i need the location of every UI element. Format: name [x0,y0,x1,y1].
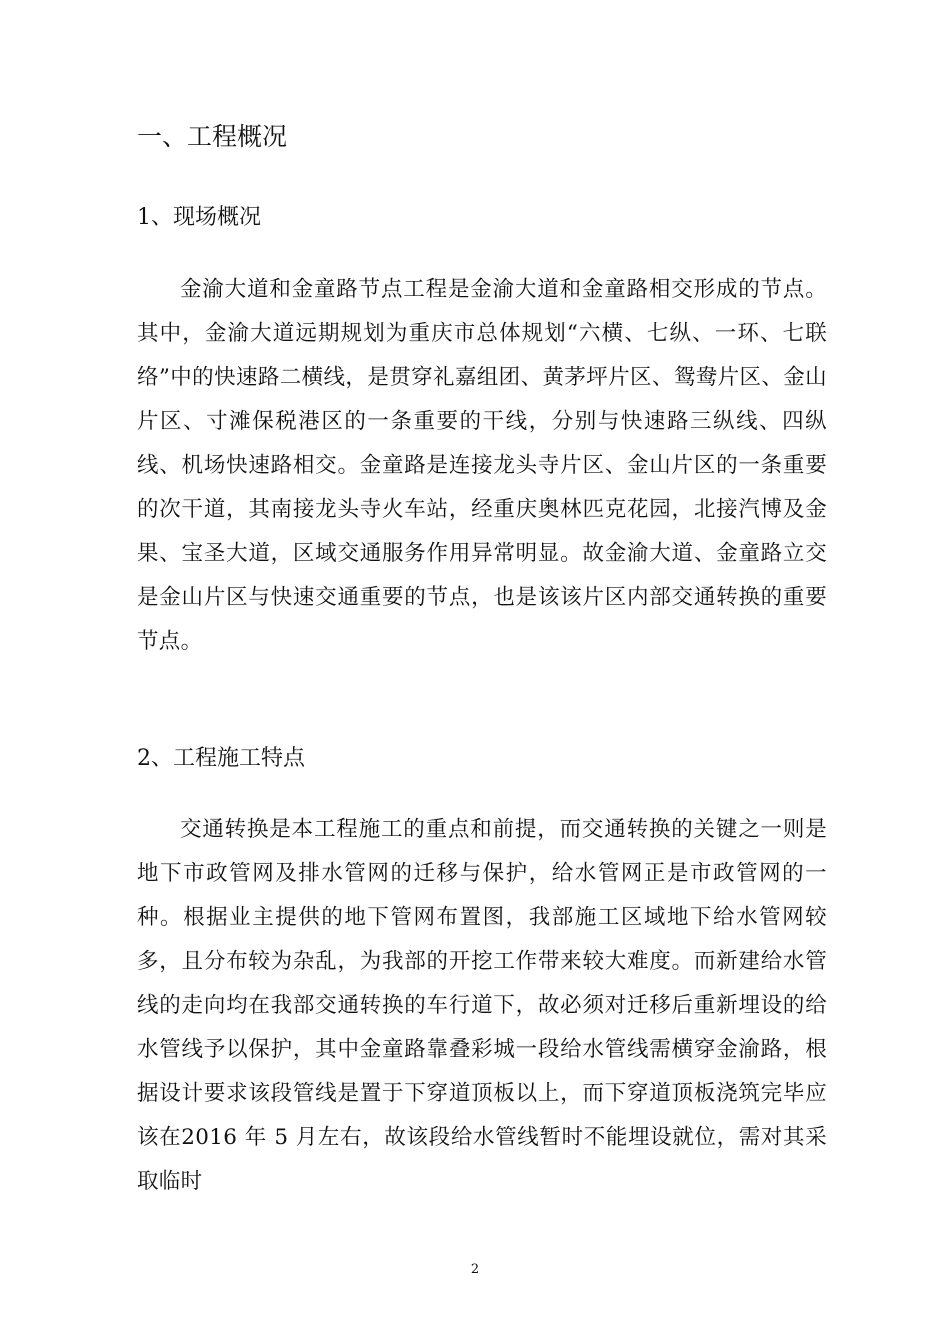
subsection-heading-site-overview: 1、现场概况 [137,205,261,230]
subsection-heading-construction-features: 2、工程施工特点 [137,746,305,771]
page-number: 2 [470,1262,480,1277]
paragraph-construction-features: 交通转换是本工程施工的重点和前提，而交通转换的关键之一则是地下市政管网及排水管网的迁移与保护，给水管网正是市政管网的一种。根据业主提供的地下管网布置图，我部施工区域地下给水管网较多，且分布较为杂乱，为我部的开挖工作带来较大难度。而新建给水管线的走向均在我部交通转换的车行道下，故必须对迁移后重新埋设的给水管线予以保护，其中金童路靠叠彩城一段给水管线需横穿金渝路，根据设计要求该段管线是置于下穿道顶板以上，而下穿道顶板浇筑完毕应该在2016 年 5 月左右，故该段给水管线暂时不能埋设就位，需对其采取临时 [137,817,827,1194]
section-title: 一、工程概况 [137,122,288,151]
paragraph-site-overview: 金渝大道和金童路节点工程是金渝大道和金童路相交形成的节点。其中，金渝大道远期规划为重庆市总体规划“六横、七纵、一环、七联络”中的快速路二横线，是贯穿礼嘉组团、黄茅坪片区、鸳鸯片区、金山片区、寸滩保税港区的一条重要的干线，分别与快速路三纵线、四纵线、机场快速路相交。金童路是连接龙头寺片区、金山片区的一条重要的次干道，其南接龙头寺火车站，经重庆奥林匹克花园，北接汽博及金果、宝圣大道，区域交通服务作用异常明显。故金渝大道、金童路立交是金山片区与快速交通重要的节点，也是该该片区内部交通转换的重要节点。 [137,277,827,654]
